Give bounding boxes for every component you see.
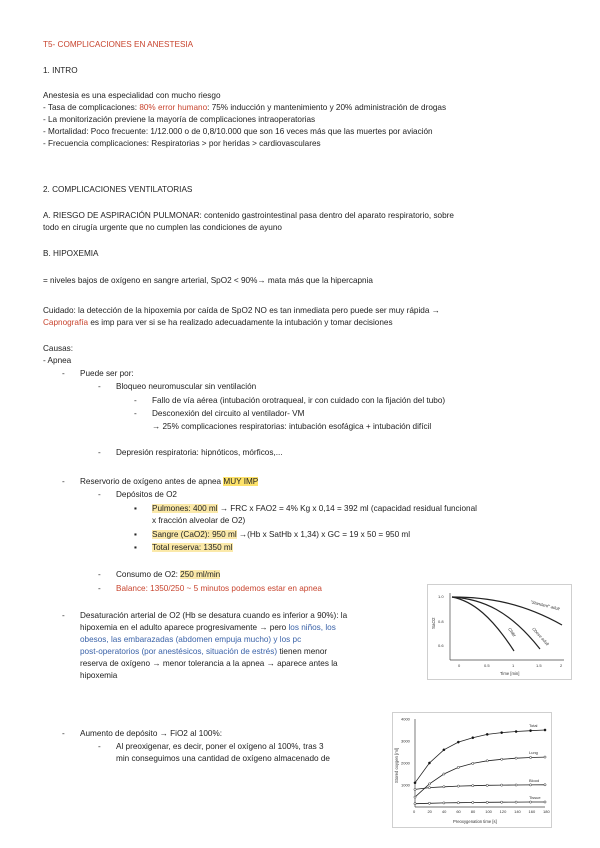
- desconexion-circuito: Desconexión del circuito al ventilador- VM: [152, 409, 305, 418]
- dash-bullet: -: [98, 584, 101, 593]
- x-tick-label: 0.5: [484, 663, 490, 668]
- y-axis-label: SaO2: [431, 617, 436, 629]
- x-tick-label: 80: [470, 809, 476, 814]
- apnea-label: - Apnea: [43, 356, 72, 365]
- y-tick-label: 2000: [401, 760, 410, 766]
- desaturacion-line-4: post-operatorios (por anestésicos, situación de estrés) tienen menor: [80, 647, 328, 656]
- square-bullet: ▪: [134, 543, 137, 552]
- x-tick-label: 20: [427, 809, 432, 814]
- data-point: [486, 801, 488, 803]
- data-point: [486, 760, 488, 762]
- hypoxemia-heading: B. HIPOXEMIA: [43, 249, 99, 258]
- x-tick-label: 100: [485, 809, 492, 814]
- preoxygenation-chart: [393, 713, 551, 827]
- data-point: [515, 784, 517, 786]
- data-point: [544, 801, 546, 803]
- data-point: [544, 729, 546, 731]
- bloqueo-neuromuscular: Bloqueo neuromuscular sin ventilación: [116, 382, 257, 391]
- desaturacion-line-6: hipoxemia: [80, 671, 118, 680]
- reservorio-oxigeno: Reservorio de oxígeno antes de apnea MUY IMP: [80, 477, 259, 486]
- dash-bullet: -: [62, 729, 65, 738]
- data-point: [486, 733, 488, 735]
- y-tick-label: 1000: [401, 782, 410, 788]
- total-reserva: Total reserva: 1350 ml: [152, 543, 233, 552]
- aspiration-line-2: todo en cirugía urgente que no cumplen las condiciones de ayuno: [43, 223, 282, 232]
- desaturacion-line-1: Desaturación arterial de O2 (Hb se desatura cuando es inferior a 90%): la: [80, 611, 348, 620]
- dash-bullet: -: [134, 396, 137, 405]
- x-axis-label: Preoxygenation time [s]: [453, 819, 497, 824]
- curve-label: Blood: [529, 777, 540, 783]
- curve-label: Child: [507, 626, 517, 638]
- data-point: [428, 787, 430, 789]
- data-point: [486, 784, 488, 786]
- intro-text: Anestesia es una especialidad con mucho riesgo: [43, 91, 221, 100]
- dash-bullet: -: [62, 611, 65, 620]
- x-tick-label: 120: [499, 809, 507, 814]
- data-point: [428, 762, 430, 764]
- data-point: [414, 782, 416, 784]
- data-point: [501, 758, 503, 760]
- dash-bullet: -: [98, 490, 101, 499]
- hypoxemia-definition: = niveles bajos de oxígeno en sangre arterial, SpO2 < 90%→ mata más que la hipercapnia: [43, 276, 373, 285]
- data-point: [472, 737, 474, 739]
- data-point: [501, 732, 503, 734]
- data-point: [529, 730, 531, 732]
- series-line: [415, 785, 545, 790]
- data-point: [529, 784, 531, 786]
- square-bullet: ▪: [134, 504, 137, 513]
- curve-label: Tissue: [529, 794, 541, 800]
- depresion-respiratoria: Depresión respiratoria: hipnóticos, mórficos,...: [116, 448, 283, 457]
- y-tick-label: 3000: [401, 738, 410, 744]
- pulmones-line-1: Pulmones: 400 ml → FRC x FAO2 = 4% Kg x 0,14 = 392 ml (capacidad residual funcional: [152, 504, 477, 513]
- y-tick-label: 0.8: [438, 619, 444, 624]
- x-tick-label: 0: [413, 809, 416, 814]
- aumento-deposito: Aumento de depósito → FiO2 al 100%:: [80, 729, 222, 738]
- preoxigenar-line-1: Al preoxigenar, es decir, poner el oxígeno al 100%, tras 3: [116, 742, 324, 751]
- desaturacion-line-3: obesos, las embarazadas (abdomen empuja mucho) y los pc: [80, 635, 302, 644]
- x-tick-label: 1: [512, 663, 515, 668]
- desaturation-chart: [428, 585, 571, 679]
- dash-bullet: -: [134, 409, 137, 418]
- document-title: T5- COMPLICACIONES EN ANESTESIA: [43, 40, 194, 49]
- data-point: [443, 802, 445, 804]
- data-point: [414, 788, 416, 790]
- pulmones-line-2: x fracción alveolar de O2): [152, 516, 246, 525]
- data-point: [443, 773, 445, 775]
- curve-label: Total: [529, 723, 538, 728]
- curve-label: Obese adult: [531, 626, 551, 647]
- dash-bullet: -: [98, 448, 101, 457]
- desaturacion-line-2: hipoxemia en el adulto aparece progresivamente → pero los niños, los: [80, 623, 336, 632]
- y-tick-label: 4000: [401, 716, 410, 722]
- data-point: [529, 756, 531, 758]
- dash-bullet: -: [98, 382, 101, 391]
- dash-bullet: -: [98, 742, 101, 751]
- sangre-line: Sangre (CaO2): 950 ml →(Hb x SatHb x 1,34) x GC = 19 x 50 = 950 ml: [152, 530, 411, 539]
- aspiration-line-1: A. RIESGO DE ASPIRACIÓN PULMONAR: contenido gastrointestinal pasa dentro del aparato respiratorio, sobre: [43, 211, 454, 220]
- data-point: [443, 786, 445, 788]
- cuidado-line-2: Capnografía es imp para ver si se ha realizado adecuadamente la intubación y tomar decisiones: [43, 318, 393, 327]
- x-axis-label: Time [min]: [500, 671, 520, 676]
- fallo-via-aerea: Fallo de vía aérea (intubación orotraqueal, ir con cuidado con la fijación del tubo): [152, 396, 446, 405]
- data-point: [544, 756, 546, 758]
- series-line: [415, 757, 545, 797]
- section-intro-heading: 1. INTRO: [43, 66, 78, 75]
- data-point: [472, 801, 474, 803]
- x-tick-label: 140: [514, 809, 521, 814]
- x-tick-label: 1.5: [536, 663, 542, 668]
- dash-bullet: -: [62, 369, 65, 378]
- data-point: [472, 762, 474, 764]
- data-point: [443, 749, 445, 751]
- y-tick-label: 1.0: [438, 594, 444, 599]
- puede-ser-por: Puede ser por:: [80, 369, 134, 378]
- obese-adult-curve: [452, 597, 540, 649]
- data-point: [457, 785, 459, 787]
- data-point: [457, 741, 459, 743]
- data-point: [501, 801, 503, 803]
- preoxygenation-figure: [392, 712, 552, 828]
- curve-label: "Standard" adult: [529, 599, 561, 612]
- desaturation-figure: [427, 584, 572, 680]
- y-axis-label: Stored oxygen [ml]: [394, 748, 399, 783]
- data-point: [529, 801, 531, 803]
- data-point: [501, 784, 503, 786]
- intro-bullet-3: - Mortalidad: Poco frecuente: 1/12.000 o de 0,8/10.000 que son 16 veces más que las muertes por aviación: [43, 127, 433, 136]
- intro-bullet-2: - La monitorización previene la mayoría de complicaciones intraoperatorias: [43, 115, 316, 124]
- x-tick-label: 180: [543, 809, 550, 814]
- x-tick-label: 60: [456, 809, 461, 814]
- depositos-o2: Depósitos de O2: [116, 490, 177, 499]
- dash-bullet: -: [98, 570, 101, 579]
- data-point: [428, 783, 430, 785]
- causas-label: Causas:: [43, 344, 74, 353]
- square-bullet: ▪: [134, 530, 137, 539]
- standard-adult-curve: [452, 597, 562, 625]
- data-point: [515, 801, 517, 803]
- curve-label: Lung: [529, 750, 538, 756]
- intro-bullet-4: - Frecuencia complicaciones: Respiratorias > por heridas > cardiovasculares: [43, 139, 321, 148]
- preoxigenar-line-2: min conseguimos una cantidad de oxígeno almacenado de: [116, 754, 330, 763]
- complicaciones-25: → 25% complicaciones respiratorias: intubación esofágica + intubación difícil: [152, 422, 432, 431]
- dash-bullet: -: [62, 477, 65, 486]
- section-ventilatory-heading: 2. COMPLICACIONES VENTILATORIAS: [43, 185, 193, 194]
- x-tick-label: 0: [458, 663, 461, 668]
- series-line: [415, 730, 545, 783]
- data-point: [428, 802, 430, 804]
- intro-bullet-1: - Tasa de complicaciones: 80% error humano: 75% inducción y mantenimiento y 20% administración de drogas: [43, 103, 447, 112]
- data-point: [414, 803, 416, 805]
- x-tick-label: 40: [441, 809, 447, 814]
- child-curve: [452, 597, 514, 651]
- data-point: [472, 785, 474, 787]
- x-tick-label: 160: [528, 809, 536, 814]
- cuidado-line-1: Cuidado: la detección de la hipoxemia por caída de SpO2 NO es tan inmediata pero puede ser muy rápida →: [43, 306, 440, 315]
- x-tick-label: 2: [560, 663, 563, 668]
- desaturacion-line-5: reserva de oxígeno → menor tolerancia a la apnea → aparece antes la: [80, 659, 338, 668]
- data-point: [515, 730, 517, 732]
- consumo-o2: Consumo de O2: 250 ml/min: [116, 570, 221, 579]
- data-point: [457, 802, 459, 804]
- data-point: [457, 766, 459, 768]
- data-point: [544, 784, 546, 786]
- balance-apnea: Balance: 1350/250 ~ 5 minutos podemos estar en apnea: [116, 584, 322, 593]
- data-point: [515, 757, 517, 759]
- series-line: [415, 802, 545, 804]
- data-point: [414, 796, 416, 798]
- y-tick-label: 0.6: [438, 643, 444, 648]
